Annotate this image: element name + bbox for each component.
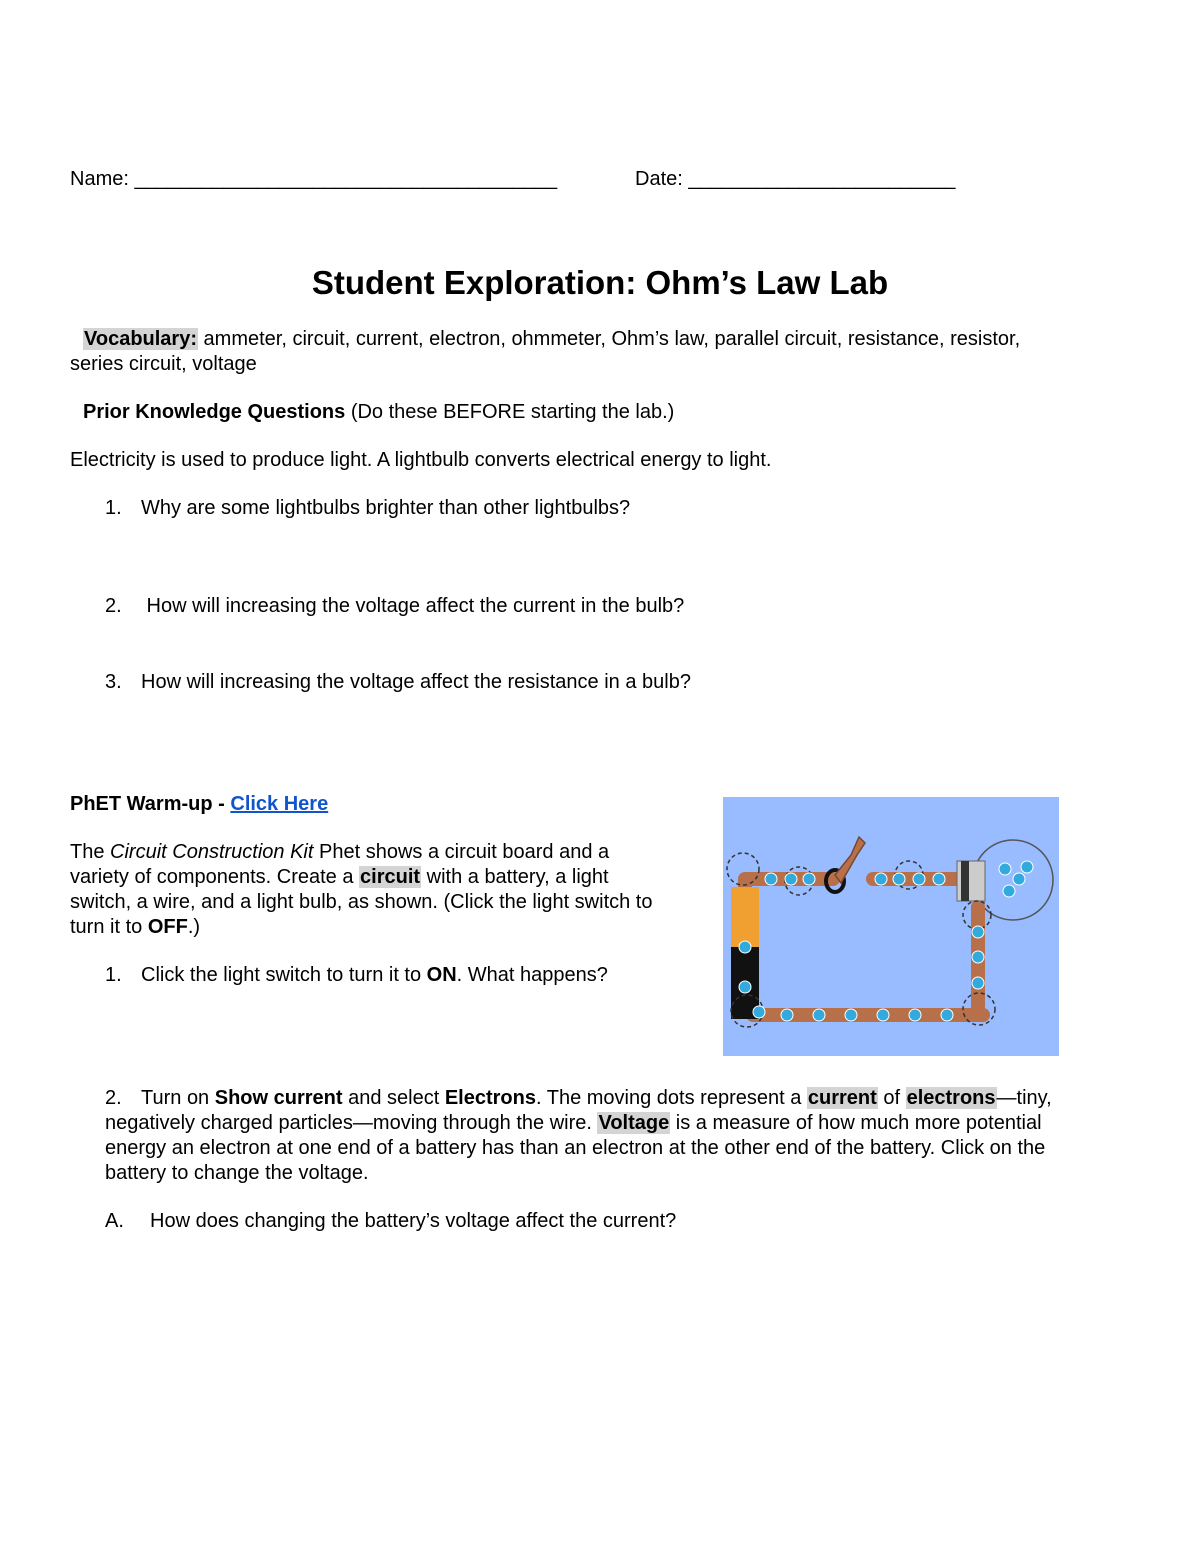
prior-heading-note: (Do these BEFORE starting the lab.) (345, 401, 675, 423)
text: . The moving dots represent a (536, 1087, 807, 1109)
text: .) (187, 916, 201, 938)
voltage-term: Voltage (598, 1112, 670, 1134)
text: turn it to (70, 916, 148, 938)
phet-intro-paragraph (70, 840, 710, 940)
text: Turn on (141, 1087, 215, 1109)
prior-question-3 (105, 670, 691, 695)
name-label: Name: (70, 168, 129, 190)
prior-question-1 (105, 496, 630, 521)
question-number: 3. (105, 671, 122, 693)
phet-intro-line-2 (70, 865, 710, 890)
circuit-term: circuit (360, 866, 421, 888)
electrons-term: electrons (906, 1087, 996, 1109)
phet-question-1 (105, 963, 608, 988)
text: Click the light switch to turn it to (141, 964, 427, 986)
text: Phet shows a circuit board and a (313, 841, 610, 863)
text: . What happens? (456, 964, 608, 986)
question-number: 2. (105, 595, 122, 617)
vocabulary-list-1: ammeter, circuit, current, electron, ohmmeter, Ohm’s law, parallel circuit, resistance, resistor, (198, 328, 1021, 350)
date-line (635, 167, 955, 192)
question-number: 2. (105, 1087, 122, 1109)
question-text: How does changing the battery’s voltage affect the current? (150, 1210, 677, 1232)
question-text: How will increasing the voltage affect the resistance in a bulb? (141, 671, 691, 693)
text: variety of components. Create a (70, 866, 360, 888)
date-label: Date: (635, 168, 683, 190)
phet-intro-line-4 (70, 915, 710, 940)
off-term: OFF (147, 916, 188, 938)
electrons-option: Electrons (444, 1087, 536, 1109)
phet-heading (70, 792, 328, 817)
bulb-base (957, 861, 985, 901)
phet-question-2 (105, 1086, 1135, 1186)
question-number: 1. (105, 964, 122, 986)
question-number: 1. (105, 497, 122, 519)
kit-name: Circuit Construction Kit (110, 841, 314, 863)
q2-line-3: energy an electron at one end of a battery has than an electron at the other end of the battery. Click on the (105, 1137, 1046, 1159)
circuit-construction-kit-image (723, 797, 1059, 1056)
phet-question-a (105, 1209, 676, 1234)
prior-intro: Electricity is used to produce light. A lightbulb converts electrical energy to light. (70, 449, 772, 471)
phet-intro-line-3: switch, a wire, and a light bulb, as shown. (Click the light switch to (70, 891, 653, 913)
page-title: Student Exploration: Ohm’s Law Lab (311, 264, 889, 301)
q2-line-4: battery to change the voltage. (105, 1162, 369, 1184)
show-current-term: Show current (214, 1087, 343, 1109)
question-text: How will increasing the voltage affect the current in the bulb? (141, 595, 685, 617)
current-term: current (807, 1087, 877, 1109)
name-line (70, 167, 557, 192)
text: —tiny, (996, 1087, 1052, 1109)
click-here-link[interactable]: Click Here (230, 793, 329, 815)
text: and select (342, 1087, 445, 1109)
vocabulary-line-1 (83, 327, 1020, 352)
prior-heading-text: Prior Knowledge Questions (83, 401, 346, 423)
text: is a measure of how much more potential (670, 1112, 1042, 1134)
text: negatively charged particles—moving through the wire. (105, 1112, 598, 1134)
date-blank[interactable]: ________________________ (688, 168, 956, 190)
question-text: Why are some lightbulbs brighter than other lightbulbs? (141, 497, 631, 519)
vocabulary-label: Vocabulary: (84, 328, 197, 350)
text: of (877, 1087, 906, 1109)
vocabulary-line-2: series circuit, voltage (70, 353, 257, 375)
name-blank[interactable]: ______________________________________ (134, 168, 558, 190)
phet-intro-line-1 (70, 840, 710, 865)
phet-heading-text: PhET Warm-up - (70, 793, 231, 815)
question-letter: A. (105, 1210, 124, 1232)
prior-knowledge-heading (83, 400, 674, 425)
q2-line-1 (105, 1086, 1135, 1111)
text: The (70, 841, 111, 863)
on-term: ON (426, 964, 457, 986)
q2-line-2 (105, 1111, 1135, 1136)
prior-question-2 (105, 594, 684, 619)
text: with a battery, a light (421, 866, 609, 888)
